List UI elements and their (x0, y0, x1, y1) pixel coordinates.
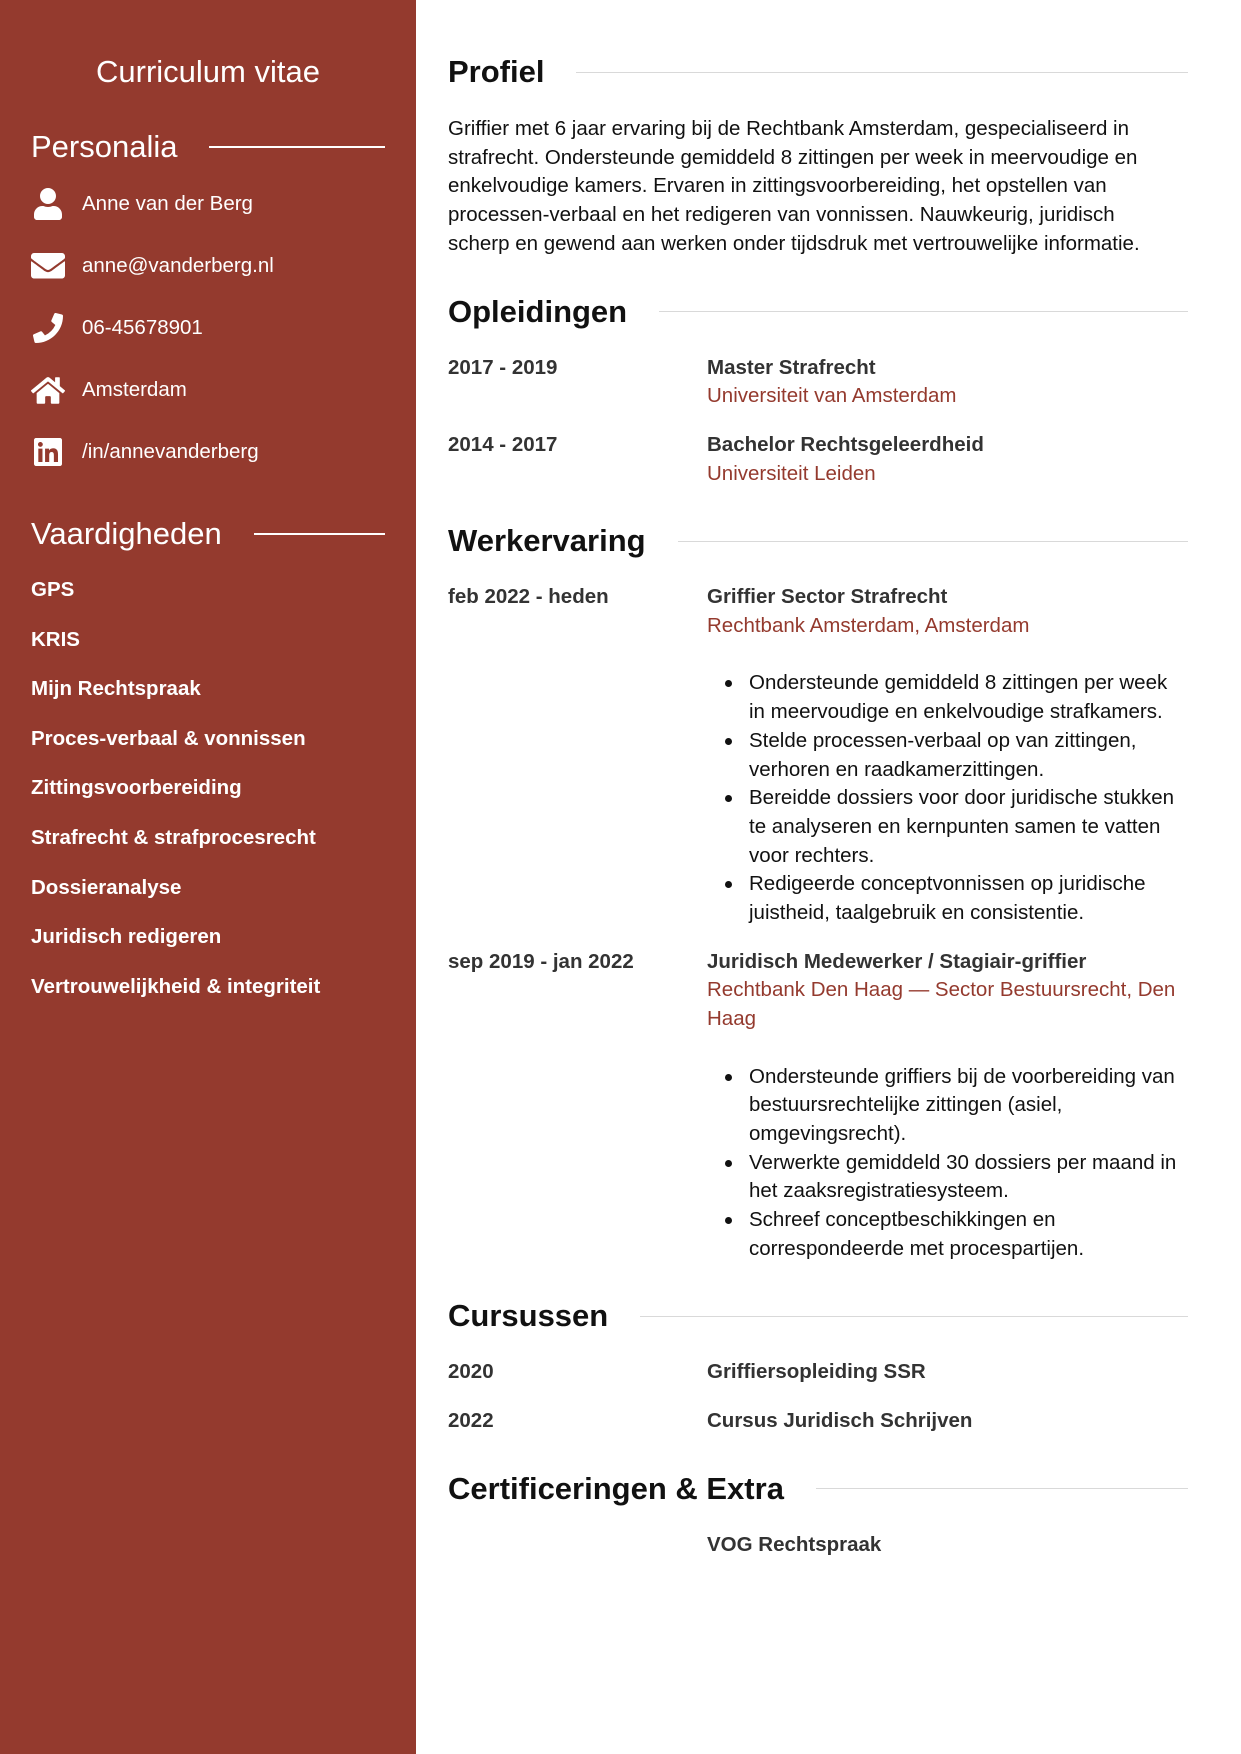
contact-linkedin-text[interactable]: /in/annevanderberg (82, 440, 259, 463)
contact-phone (31, 297, 385, 359)
experience-entry (448, 948, 1188, 1264)
contact-location (31, 359, 385, 421)
profile-heading-label: Profiel (448, 54, 545, 89)
heading-divider (254, 533, 385, 535)
entry-body (707, 431, 1188, 488)
contact-email-text[interactable]: anne@vanderberg.nl (82, 254, 274, 277)
course-name: Cursus Juridisch Schrijven (707, 1409, 973, 1433)
course-year: 2020 (448, 1360, 494, 1384)
skill-item: KRIS (31, 627, 80, 651)
certifications-heading (448, 1469, 1188, 1509)
achievement-list (707, 669, 1188, 927)
contact-phone-text: 06-45678901 (82, 316, 203, 339)
entry-employer: Rechtbank Amsterdam, Amsterdam (707, 614, 1030, 638)
envelope-icon (31, 253, 65, 279)
skill-item: Strafrecht & strafprocesrecht (31, 825, 316, 849)
education-heading-label: Opleidingen (448, 293, 628, 329)
entry-period: sep 2019 - jan 2022 (448, 949, 634, 973)
education-entry (448, 354, 1188, 411)
education-heading (448, 292, 1188, 332)
experience-section (448, 521, 1188, 1263)
achievement-item: Bereidde dossiers voor door juridische stukken te analyseren en kernpunten samen te vatten voor rechters. (749, 784, 1181, 870)
skill-list (31, 565, 385, 1011)
contact-icon-box (31, 373, 65, 407)
entry-body (707, 948, 1188, 1264)
home-icon (31, 375, 65, 406)
skill-item: Dossieranalyse (31, 875, 182, 899)
certification-name: VOG Rechtspraak (707, 1532, 882, 1556)
certification-list (448, 1531, 1188, 1560)
contact-location-text: Amsterdam (82, 378, 187, 401)
heading-divider (816, 1488, 1188, 1489)
achievement-item: Stelde processen-verbaal op van zittingen, verhoren en raadkamerzittingen. (749, 727, 1181, 784)
contact-name (31, 173, 385, 235)
certification-date-empty (448, 1531, 707, 1560)
entry-institution: Universiteit Leiden (707, 461, 876, 485)
skill-item: Mijn Rechtspraak (31, 677, 201, 701)
entry-body (707, 1531, 1188, 1560)
document-title: Curriculum vitae (96, 54, 320, 89)
contact-linkedin[interactable] (31, 421, 385, 483)
entry-body (707, 1407, 1188, 1436)
achievement-item: Verwerkte gemiddeld 30 dossiers per maand in het zaaksregistratiesysteem. (749, 1149, 1181, 1206)
profile-section (448, 52, 1188, 259)
heading-divider (678, 541, 1188, 542)
personalia-heading (31, 127, 385, 167)
linkedin-icon (34, 438, 62, 466)
phone-icon (33, 313, 63, 343)
course-entry (448, 1407, 1188, 1436)
main-content (416, 0, 1241, 1754)
user-icon (34, 188, 62, 220)
achievement-item: Ondersteunde gemiddeld 8 zittingen per week in meervoudige en enkelvoudige strafkamers. (749, 669, 1181, 726)
course-entry (448, 1358, 1188, 1387)
experience-heading-label: Werkervaring (448, 523, 646, 559)
profile-heading (448, 52, 1188, 92)
education-section (448, 292, 1188, 489)
course-list (448, 1358, 1188, 1435)
achievement-item: Ondersteunde griffiers bij de voorbereiding van bestuursrechtelijke zittingen (asiel, omgevingsrecht). (749, 1063, 1181, 1149)
experience-list (448, 583, 1188, 1263)
skill-item: Vertrouwelijkheid & integriteit (31, 974, 321, 998)
entry-degree: Master Strafrecht (707, 355, 876, 379)
entry-period: 2017 - 2019 (448, 355, 558, 379)
course-year: 2022 (448, 1409, 494, 1433)
entry-institution: Universiteit van Amsterdam (707, 384, 957, 408)
entry-employer: Rechtbank Den Haag — Sector Bestuursrecht, Den Haag (707, 978, 1176, 1031)
heading-divider (640, 1316, 1188, 1317)
entry-role: Griffier Sector Strafrecht (707, 585, 948, 609)
achievement-item: Redigeerde conceptvonnissen op juridische juistheid, taalgebruik en consistentie. (749, 870, 1181, 927)
skills-heading (31, 514, 385, 554)
experience-heading (448, 521, 1188, 561)
profile-summary: Griffier met 6 jaar ervaring bij de Rechtbank Amsterdam, gespecialiseerd in strafrecht. Ondersteunde gemiddeld 8 zittingen per week in meervoudige en enkelvoudige kamers. Ervaren in zittingsvoorbereiding, het opstellen van processen-verbaal en het redigeren van vonnissen. Nauwkeurig, juridisch scherp en gewend aan werken onder tijdsdruk met vertrouwelijke informatie. (448, 117, 1140, 255)
education-entry (448, 431, 1188, 488)
skill-item: Juridisch redigeren (31, 925, 222, 949)
contact-icon-box (31, 311, 65, 345)
courses-section (448, 1296, 1188, 1435)
skill-item: GPS (31, 578, 75, 601)
skills-heading-label: Vaardigheden (31, 516, 222, 551)
heading-divider (659, 311, 1188, 312)
certifications-heading-label: Certificeringen & Extra (448, 1470, 784, 1506)
achievement-item: Schreef conceptbeschikkingen en correspondeerde met procespartijen. (749, 1206, 1181, 1263)
contact-icon-box (31, 435, 65, 469)
contact-icon-box (31, 249, 65, 283)
education-list (448, 354, 1188, 489)
entry-role: Juridisch Medewerker / Stagiair-griffier (707, 949, 1087, 973)
contact-name-text: Anne van der Berg (82, 192, 253, 215)
courses-heading (448, 1296, 1188, 1336)
courses-heading-label: Cursussen (448, 1298, 609, 1334)
entry-body (707, 1358, 1188, 1387)
sidebar (0, 0, 416, 1754)
skill-item: Zittingsvoorbereiding (31, 776, 242, 800)
course-name: Griffiersopleiding SSR (707, 1360, 926, 1384)
experience-entry (448, 583, 1188, 927)
certification-entry (448, 1531, 1188, 1560)
entry-degree: Bachelor Rechtsgeleerdheid (707, 432, 984, 456)
contact-email[interactable] (31, 235, 385, 297)
achievement-list (707, 1063, 1188, 1264)
entry-period: feb 2022 - heden (448, 585, 609, 609)
certifications-section (448, 1469, 1188, 1560)
heading-divider (576, 72, 1188, 73)
personalia-heading-label: Personalia (31, 129, 178, 164)
heading-divider (209, 146, 385, 148)
entry-body (707, 583, 1188, 927)
contact-icon-box (31, 187, 65, 221)
entry-period: 2014 - 2017 (448, 432, 558, 456)
skill-item: Proces-verbaal & vonnissen (31, 726, 306, 750)
contact-list (31, 173, 385, 483)
entry-body (707, 354, 1188, 411)
